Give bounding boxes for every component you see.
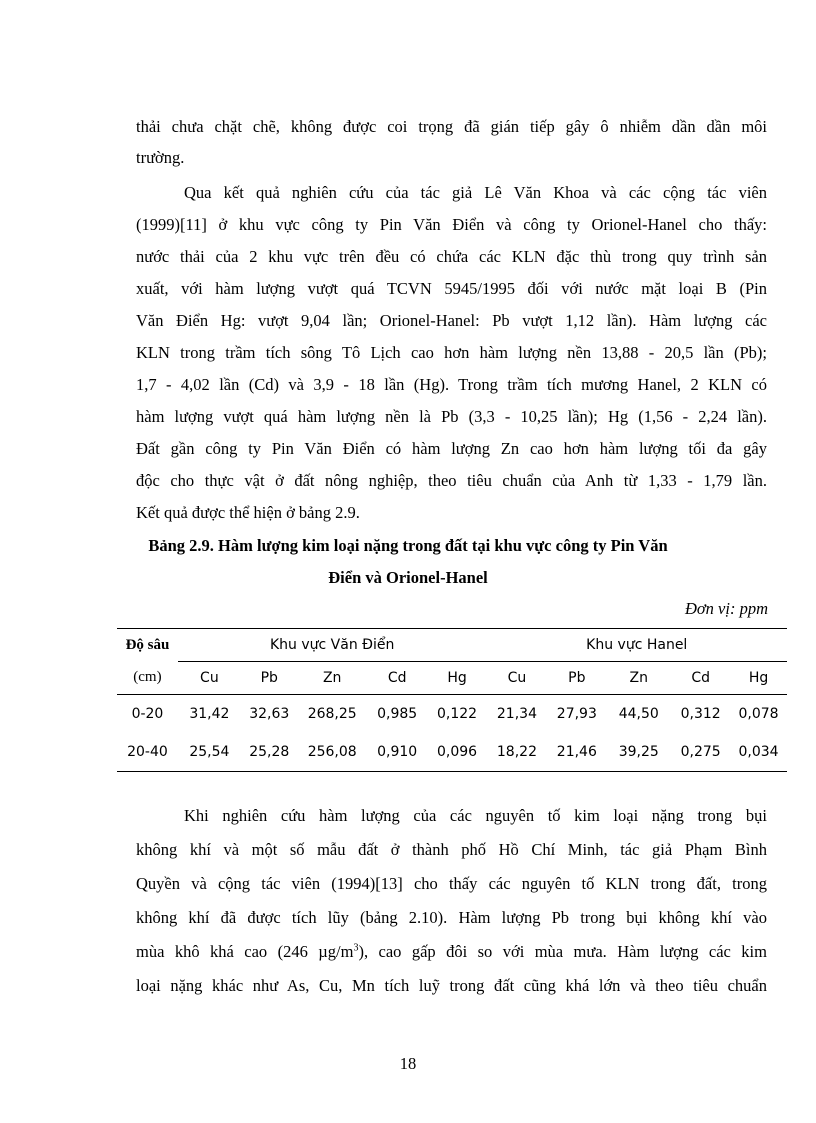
table-cell: 0,312 bbox=[680, 706, 721, 722]
table-cell: 268,25 bbox=[307, 706, 357, 722]
text-fragment: mùa khô khá cao (246 µg/m bbox=[136, 942, 354, 961]
column-header: Zn bbox=[298, 662, 367, 695]
table-cell: 32,63 bbox=[249, 706, 290, 722]
body-text-line: 1,7 - 4,02 lần (Cd) và 3,9 - 18 lần (Hg). Trong trầm tích mương Hanel, 2 KLN có bbox=[136, 375, 767, 394]
column-header: Pb bbox=[241, 662, 298, 695]
body-text-line: loại nặng khác như As, Cu, Mn tích luỹ trong đất cũng khá lớn và theo tiêu chuẩn bbox=[136, 976, 767, 995]
table-cell: 0,096 bbox=[428, 733, 487, 772]
text-fragment: ), cao gấp đôi so với mùa mưa. Hàm lượng các kim bbox=[358, 942, 767, 961]
column-header: Cd bbox=[367, 662, 428, 695]
body-text-line: (1999)[11] ở khu vực công ty Pin Văn Điển và công ty Orionel-Hanel cho thấy: bbox=[136, 215, 767, 234]
body-text-line: Khi nghiên cứu hàm lượng của các nguyên tố kim loại nặng trong bụi bbox=[184, 806, 767, 825]
depth-unit-header: (cm) bbox=[117, 662, 178, 695]
table-cell: 25,28 bbox=[241, 733, 298, 772]
table-cell: 21,34 bbox=[496, 706, 537, 722]
table-cell: 21,46 bbox=[547, 733, 606, 772]
table-cell: 25,54 bbox=[178, 733, 241, 772]
table-caption: Bảng 2.9. Hàm lượng kim loại nặng trong đất tại khu vực công ty Pin Văn bbox=[148, 536, 668, 555]
column-header: Cu bbox=[486, 662, 547, 695]
table-row bbox=[117, 733, 787, 772]
body-text-line: Quyền và cộng tác viên (1994)[13] cho thấy các nguyên tố KLN trong đất, trong bbox=[136, 874, 767, 893]
body-text-line: Kết quả được thể hiện ở bảng 2.9. bbox=[136, 503, 360, 522]
table-cell: 256,08 bbox=[298, 733, 367, 772]
data-table bbox=[117, 628, 787, 772]
table-row bbox=[117, 695, 787, 734]
group-header-hanel: Khu vực Hanel bbox=[486, 629, 787, 662]
column-header: Pb bbox=[547, 662, 606, 695]
column-header: Hg bbox=[730, 662, 787, 695]
table-cell: 0,910 bbox=[367, 733, 428, 772]
body-text-line: trường. bbox=[136, 148, 185, 167]
group-header-van-dien: Khu vực Văn Điển bbox=[178, 629, 487, 662]
body-text-line: Đất gần công ty Pin Văn Điển có hàm lượng Zn cao hơn hàm lượng tối đa gây bbox=[136, 439, 767, 458]
table-cell: 39,25 bbox=[606, 733, 671, 772]
table-caption: Điển và Orionel-Hanel bbox=[328, 568, 488, 587]
column-header: Cd bbox=[671, 662, 730, 695]
superscript: 3 bbox=[353, 942, 359, 954]
column-header: Zn bbox=[606, 662, 671, 695]
table-cell: 44,50 bbox=[618, 706, 659, 722]
depth-cell: 0-20 bbox=[131, 706, 164, 722]
body-text-line: thải chưa chặt chẽ, không được coi trọng đã gián tiếp gây ô nhiễm dần dần môi bbox=[136, 117, 767, 136]
table-cell: 0,034 bbox=[730, 733, 787, 772]
column-header: Cu bbox=[178, 662, 241, 695]
body-text-line: Văn Điển Hg: vượt 9,04 lần; Orionel-Hanel: Pb vượt 1,12 lần). Hàm lượng các bbox=[136, 311, 767, 330]
body-text-line: không khí đã được tích lũy (bảng 2.10). Hàm lượng Pb trong bụi không khí vào bbox=[136, 908, 767, 927]
table-cell: 18,22 bbox=[486, 733, 547, 772]
body-text-line: KLN trong trầm tích sông Tô Lịch cao hơn hàm lượng nền 13,88 - 20,5 lần (Pb); bbox=[136, 343, 767, 362]
depth-cell: 20-40 bbox=[117, 733, 178, 772]
body-text-line: hàm lượng vượt quá hàm lượng nền là Pb (3,3 - 10,25 lần); Hg (1,56 - 2,24 lần). bbox=[136, 407, 767, 426]
column-header: Hg bbox=[428, 662, 487, 695]
table-cell: 0,985 bbox=[377, 706, 418, 722]
table-cell: 0,122 bbox=[437, 706, 478, 722]
body-text-line: nước thải của 2 khu vực trên đều có chứa các KLN đặc thù trong quy trình sản bbox=[136, 247, 767, 266]
body-text-line: độc cho thực vật ở đất nông nghiệp, theo tiêu chuẩn của Anh từ 1,33 - 1,79 lần. bbox=[136, 471, 767, 490]
body-text-line bbox=[136, 942, 767, 962]
table-cell: 0,275 bbox=[671, 733, 730, 772]
table-cell: 0,078 bbox=[738, 706, 779, 722]
table-cell: 27,93 bbox=[556, 706, 597, 722]
body-text-line: Qua kết quả nghiên cứu của tác giả Lê Văn Khoa và các cộng tác viên bbox=[184, 183, 767, 202]
body-text-line: xuất, với hàm lượng vượt quá TCVN 5945/1995 đối với nước mặt loại B (Pin bbox=[136, 279, 767, 298]
table-unit: Đơn vị: ppm bbox=[684, 599, 768, 618]
depth-header: Độ sâu bbox=[117, 629, 178, 662]
table-cell: 31,42 bbox=[189, 706, 230, 722]
page-number: 18 bbox=[399, 1054, 417, 1073]
body-text-line: không khí và một số mẫu đất ở thành phố Hồ Chí Minh, tác giả Phạm Bình bbox=[136, 840, 767, 859]
